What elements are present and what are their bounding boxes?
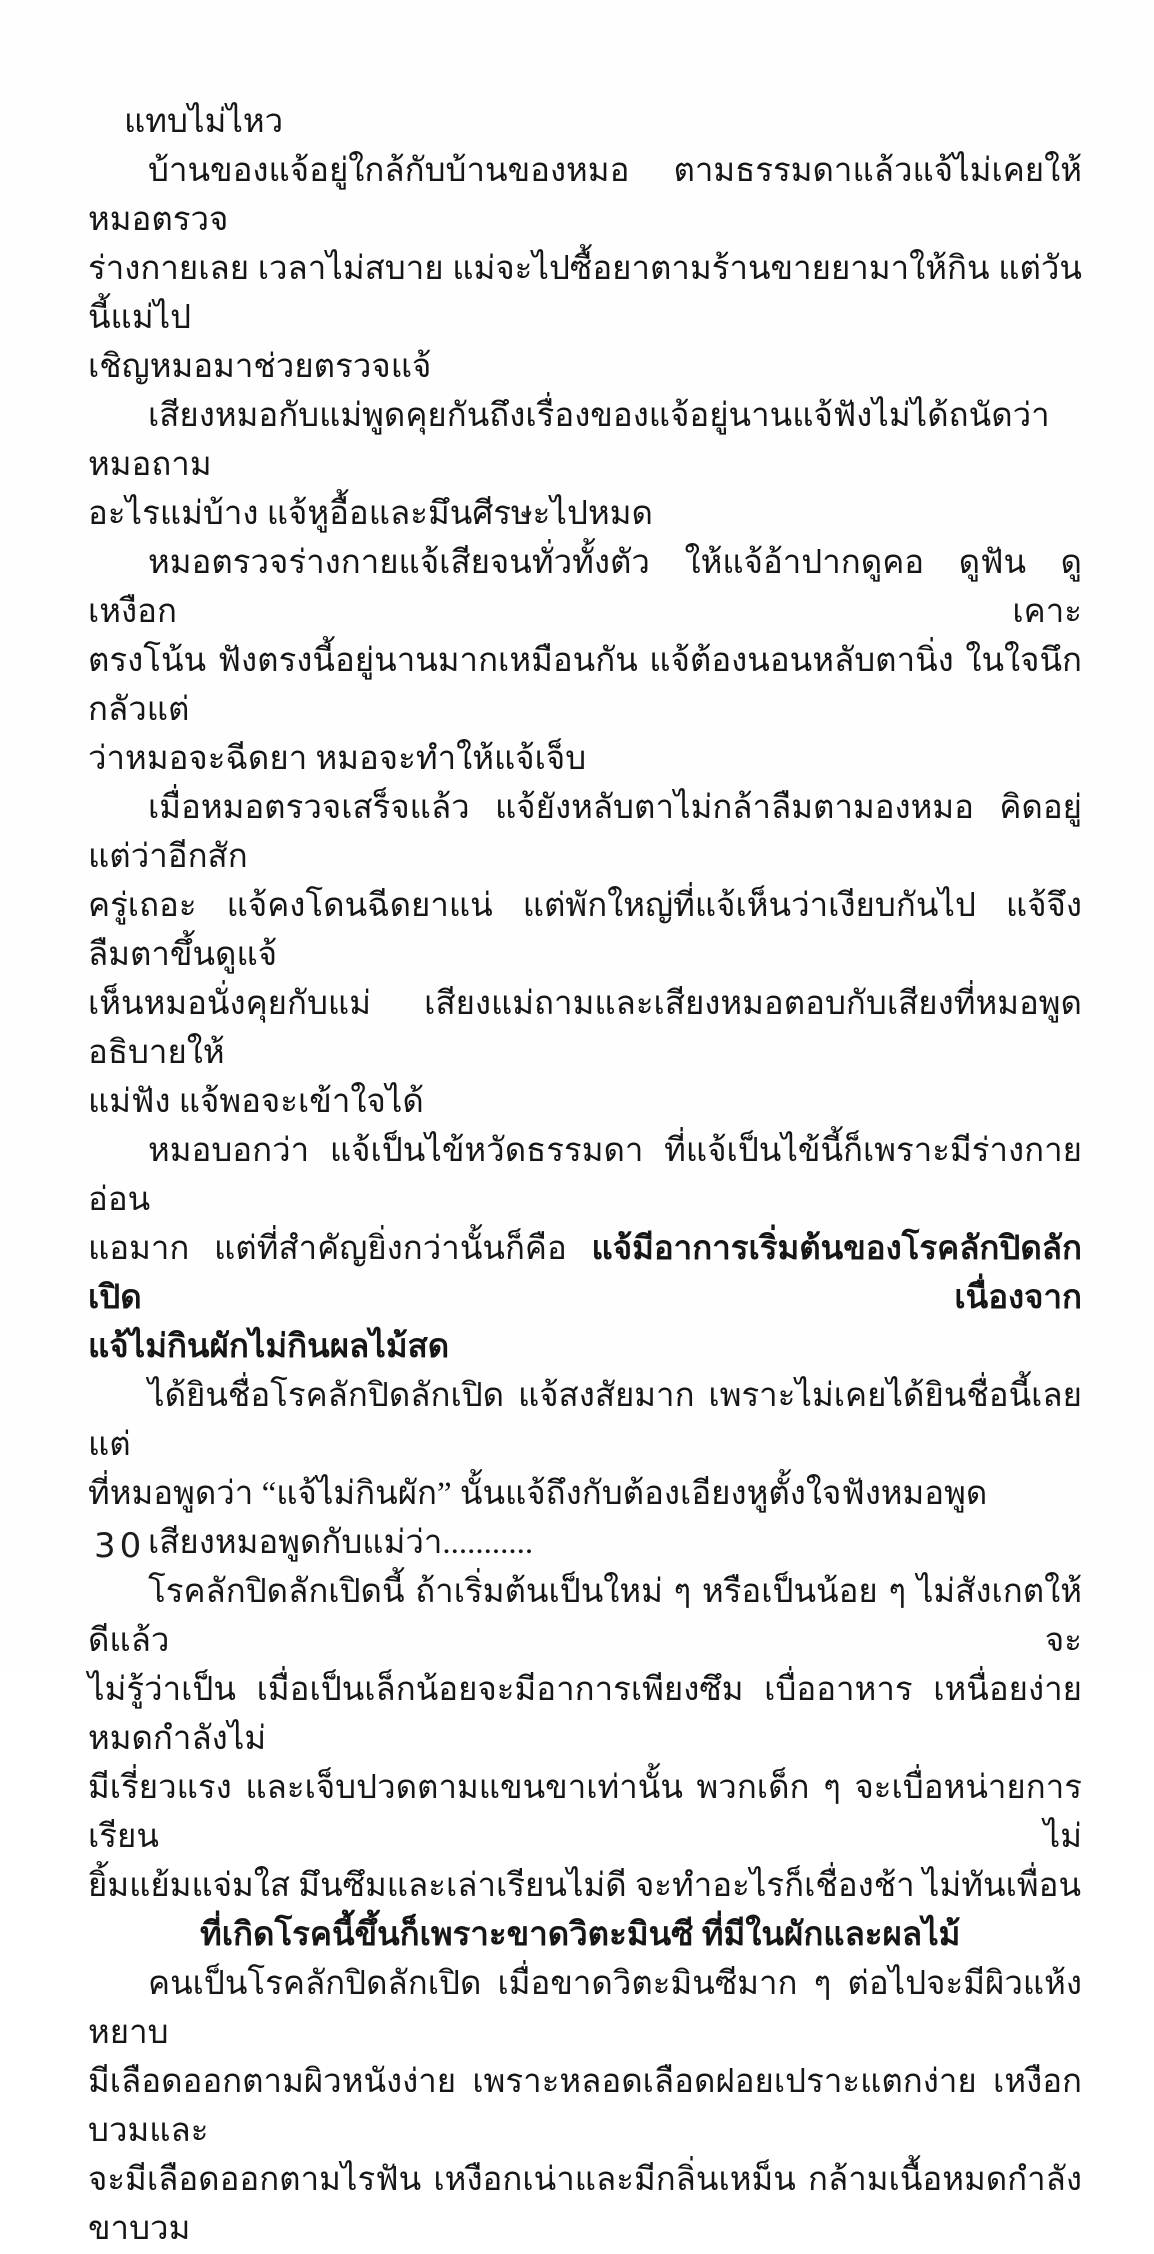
text-line: ไม่รู้ว่าเป็น เมื่อเป็นเล็กน้อยจะมีอาการเพียงซึม เบื่ออาหาร เหนื่อยง่าย หมดกำลังไม่ [88, 1672, 1082, 1757]
text-line: มีเลือดออกตามผิวหนังง่าย เพราะหลอดเลือดฝอยเปราะแตกง่าย เหงือกบวมและ [88, 2064, 1082, 2149]
text-line: แม่ฟัง แจ้พอจะเข้าใจได้ [88, 1084, 424, 1120]
text-line [88, 1225, 1082, 1323]
text-line: หมอบอกว่า แจ้เป็นไข้หวัดธรรมดา ที่แจ้เป็นไข้นี้ก็เพราะมีร่างกายอ่อน [88, 1133, 1082, 1218]
text-line-bold: แจ้ไม่กินผักไม่กินผลไม้สด [88, 1329, 450, 1365]
document-text [88, 98, 1082, 2254]
text-line: ยิ้มแย้มแจ่มใส มึนซึมและเล่าเรียนไม่ดี จะทำอะไรก็เชื่องช้า ไม่ทันเพื่อน [88, 1868, 1081, 1904]
text-line: มีเรี่ยวแรง และเจ็บปวดตามแขนขาเท่านั้น พวกเด็ก ๆ จะเบื่อหน่ายการเรียน ไม่ [88, 1770, 1082, 1855]
text-line: ได้ยินชื่อโรคลักปิดลักเปิด แจ้สงสัยมาก เพราะไม่เคยได้ยินชื่อนี้เลย แต่ [88, 1378, 1082, 1463]
text-line: เมื่อหมอตรวจเสร็จแล้ว แจ้ยังหลับตาไม่กล้าลืมตามองหมอ คิดอยู่แต่ว่าอีกสัก [88, 790, 1082, 875]
text-line: เสียงหมอกับแม่พูดคุยกันถึงเรื่องของแจ้อยู่นานแจ้ฟังไม่ได้ถนัดว่า หมอถาม [88, 398, 1050, 483]
text-line: เชิญหมอมาช่วยตรวจแจ้ [88, 349, 432, 385]
text-line: อะไรแม่บ้าง แจ้หูอื้อและมึนศีรษะไปหมด [88, 496, 653, 532]
text-line: คนเป็นโรคลักปิดลักเปิด เมื่อขาดวิตะมินซีมาก ๆ ต่อไปจะมีผิวแห้งหยาบ [88, 1966, 1082, 2051]
text-line: โรคลักปิดลักเปิดนี้ ถ้าเริ่มต้นเป็นใหม่ ๆ หรือเป็นน้อย ๆ ไม่สังเกตให้ดีแล้ว จะ [88, 1574, 1082, 1659]
line-bold-segment: แจ้มีอาการเริ่มต้นของโรคลักปิดลักเปิด เนื่องจาก [88, 1231, 1082, 1316]
text-line: ตรงโน้น ฟังตรงนี้อยู่นานมากเหมือนกัน แจ้ต้องนอนหลับตานิ่ง ในใจนึกกลัวแต่ [88, 643, 1082, 728]
text-line: หมอตรวจร่างกายแจ้เสียจนทั่วทั้งตัว ให้แจ้อ้าปากดูคอ ดูฟัน ดูเหงือก เคาะ [88, 545, 1082, 630]
page-number: 30 [94, 1526, 146, 1566]
text-line: เสียงหมอพูดกับแม่ว่า........... [148, 1525, 534, 1561]
text-line: แทบไม่ไหว [124, 104, 284, 140]
text-line: ที่หมอพูดว่า “แจ้ไม่กินผัก” นั้นแจ้ถึงกับต้องเอียงหูตั้งใจฟังหมอพูด [88, 1476, 988, 1512]
text-line: จะมีเลือดออกตามไรฟัน เหงือกเน่าและมีกลิ่นเหม็น กล้ามเนื้อหมดกำลัง ขาบวม [88, 2162, 1082, 2247]
text-line: เห็นหมอนั่งคุยกับแม่ เสียงแม่ถามและเสียงหมอตอบกับเสียงที่หมอพูดอธิบายให้ [88, 986, 1082, 1071]
text-line: ว่าหมอจะฉีดยา หมอจะทำให้แจ้เจ็บ [88, 741, 587, 777]
text-line-bold: ที่เกิดโรคนี้ขึ้นก็เพราะขาดวิตะมินซี ที่มีในผักและผลไม้ [200, 1917, 961, 1953]
text-line: ร่างกายเลย เวลาไม่สบาย แม่จะไปซื้อยาตามร้านขายยามาให้กิน แต่วันนี้แม่ไป [88, 251, 1082, 336]
line-regular-segment: แอมาก แต่ที่สำคัญยิ่งกว่านั้นก็คือ [88, 1231, 592, 1267]
text-line: บ้านของแจ้อยู่ใกล้กับบ้านของหมอ ตามธรรมดาแล้วแจ้ไม่เคยให้หมอตรวจ [88, 153, 1082, 238]
text-line: ครู่เถอะ แจ้คงโดนฉีดยาแน่ แต่พักใหญ่ที่แจ้เห็นว่าเงียบกันไป แจ้จึงลืมตาขึ้นดูแจ้ [88, 888, 1082, 973]
